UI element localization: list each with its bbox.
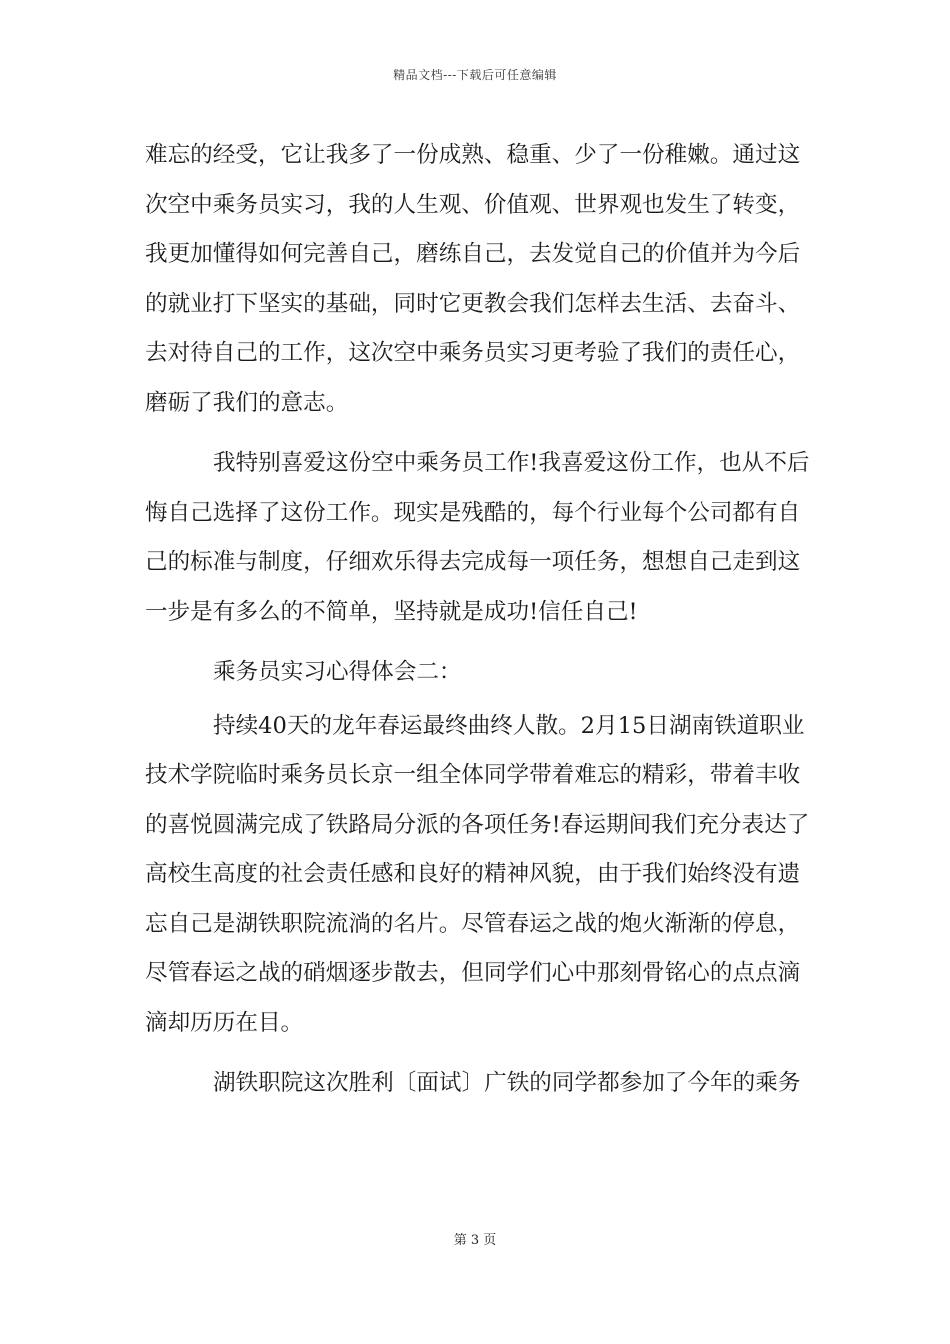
text-line: 湖铁职院这次胜利〔面试〕广铁的同学都参加了今年的乘务: [213, 1070, 801, 1096]
text-line: 尽管春运之战的硝烟逐步散去，但同学们心中那刻骨铭心的点点滴: [145, 960, 801, 986]
text-line: 一步是有多么的不简单，坚持就是成功!信任自己!: [145, 598, 638, 625]
text-line: 悔自己选择了这份工作。现实是残酷的，每个行业每个公司都有自: [145, 499, 801, 526]
text-line: 难忘的经受，它让我多了一份成熟、稳重、少了一份稚嫩。通过这: [145, 142, 801, 168]
text-line: 磨砺了我们的意志。: [145, 389, 349, 416]
text-line: 的喜悦圆满完成了铁路局分派的各项任务!春运期间我们充分表达了: [145, 811, 810, 838]
section-heading: 乘务员实习心得体会二：: [213, 659, 462, 685]
text-line: 高校生高度的社会责任感和良好的精神风貌，由于我们始终没有遗: [145, 861, 801, 887]
text-line: 持续40天的龙年春运最终曲终人散。2月15日湖南铁道职业: [213, 712, 805, 739]
text-line: 次空中乘务员实习，我的人生观、价值观、世界观也发生了转变，: [145, 191, 801, 218]
page-header: 精品文档---下载后可任意编辑: [393, 68, 557, 82]
text-line: 滴却历历在目。: [145, 1009, 304, 1036]
document-body: [145, 131, 813, 1109]
text-line: 我更加懂得如何完善自己，磨练自己，去发觉自己的价值并为今后: [145, 241, 801, 267]
text-line: 己的标准与制度，仔细欢乐得去完成每一项任务，想想自己走到这: [145, 549, 801, 575]
text-line: 我特别喜爱这份空中乘务员工作!我喜爱这份工作，也从不后: [213, 450, 810, 476]
text-line: 的就业打下坚实的基础，同时它更教会我们怎样去生活、去奋斗、: [145, 290, 801, 317]
text-line: 忘自己是湖铁职院流淌的名片。尽管春运之战的炮火渐渐的停息，: [145, 910, 801, 937]
page-number: 第 3 页: [453, 1233, 497, 1248]
text-line: 去对待自己的工作，这次空中乘务员实习更考验了我们的责任心，: [145, 340, 801, 366]
text-line: 技术学院临时乘务员长京一组全体同学带着难忘的精彩，带着丰收: [145, 762, 801, 788]
